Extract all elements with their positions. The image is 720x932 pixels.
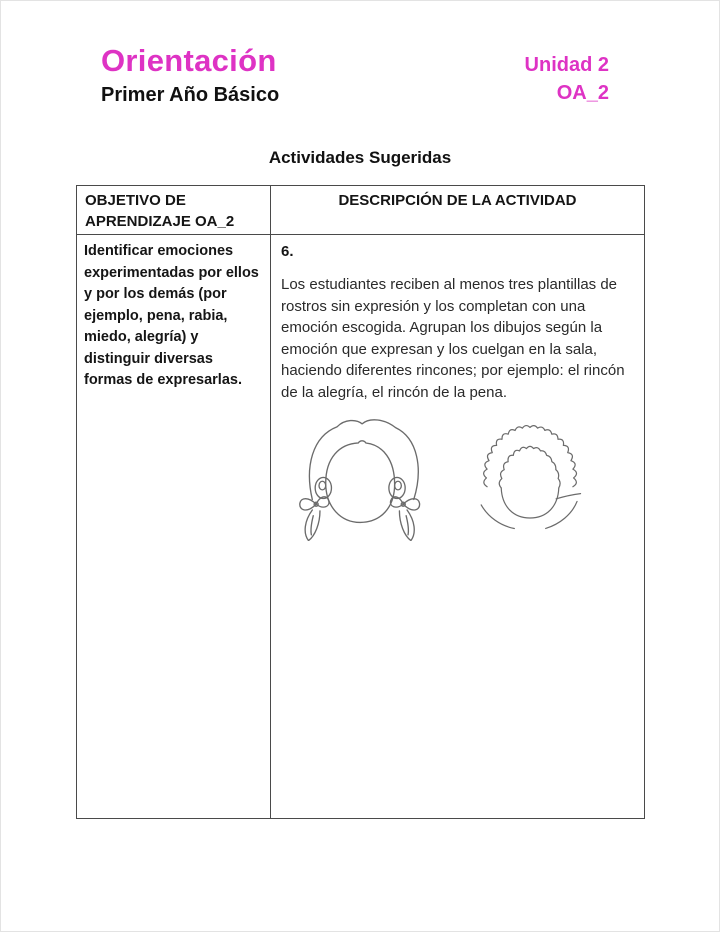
column-header-description: DESCRIPCIÓN DE LA ACTIVIDAD [338, 192, 577, 209]
unit-label: Unidad 2 [524, 54, 609, 76]
activity-description: Los estudiantes reciben al menos tres plantillas de rostros sin expresión y los completan con una emoción escogida. Agrupan los dibujos según la emoción que expresan y los cuelgan en la sala, haciendo diferentes rincones; por ejemplo: el rincón de la alegría, el rincón de la pena. [281, 276, 625, 401]
activities-table [76, 185, 645, 819]
section-title: Actividades Sugeridas [268, 148, 452, 167]
document-header-left [101, 43, 279, 107]
blank-face-curly-hair-drawing [469, 411, 591, 537]
oa-code-label: OA_2 [556, 82, 609, 104]
activity-cell [271, 235, 644, 818]
page-subtitle: Primer Año Básico [101, 84, 280, 106]
page-title: Orientación [101, 43, 277, 78]
face-templates [281, 411, 634, 541]
activity-number: 6. [281, 243, 294, 260]
table-header-row [77, 186, 644, 235]
objective-cell: Identificar emociones experimentadas por ellos y por los demás (por ejemplo, pena, rabia, miedo, alegría) y distinguir diversas formas de expresarlas. [77, 235, 271, 818]
table-row [77, 235, 644, 818]
blank-face-pigtails-drawing [297, 411, 431, 541]
document-header-right [525, 54, 609, 105]
column-header-objective: OBJETIVO DE APRENDIZAJE OA_2 [77, 186, 271, 234]
